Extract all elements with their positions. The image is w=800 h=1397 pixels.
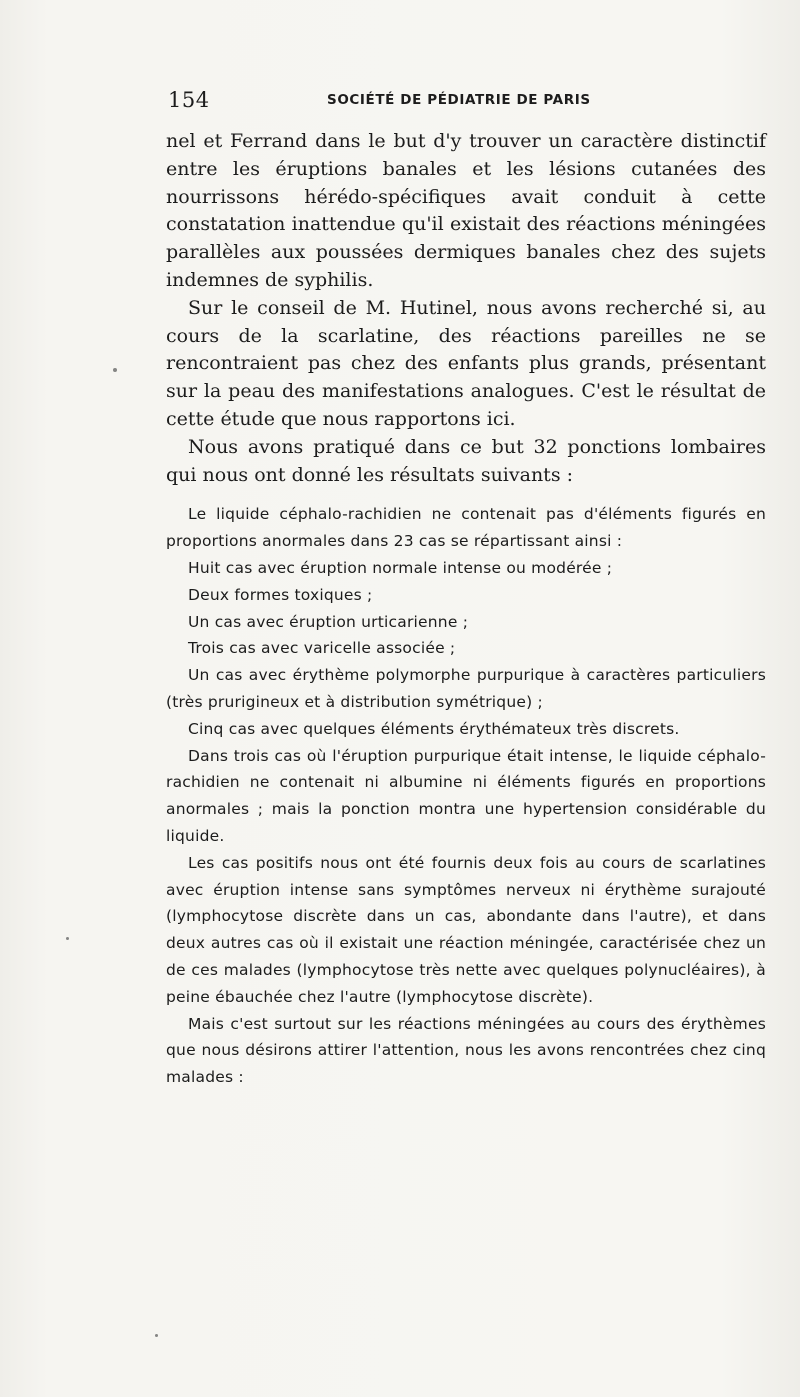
- list-item: Deux formes toxiques ;: [188, 585, 373, 604]
- running-head: SOCIÉTÉ DE PÉDIATRIE DE PARIS: [327, 92, 591, 108]
- list-item: Trois cas avec varicelle associée ;: [188, 639, 456, 658]
- results-section: [166, 501, 766, 1091]
- paragraph-hypertension: Dans trois cas où l'éruption purpurique était intense, le liquide céphalo-rachidien ne contenait ni albumine ni éléments figurés en proportions anormales ; mais la ponction montra une hypertension considérable du liquide.: [166, 746, 766, 845]
- list-item: Un cas avec éruption urticarienne ;: [188, 612, 469, 631]
- ink-speck: [155, 1334, 158, 1337]
- paragraph-hutinel: Sur le conseil de M. Hutinel, nous avons recherché si, au cours de la scarlatine, des réactions pareilles ne se rencontraient pas chez des enfants plus grands, présentant sur la peau des manifestations analogues. C'est le résultat de cette étude que nous rapportons ici.: [166, 296, 766, 430]
- ink-speck: [66, 937, 69, 940]
- list-item: Huit cas avec éruption normale intense ou modérée ;: [188, 558, 613, 577]
- ink-speck: [113, 368, 117, 372]
- list-item: Cinq cas avec quelques éléments érythémateux très discrets.: [188, 719, 680, 738]
- main-text: [166, 128, 766, 1091]
- page-header: [168, 88, 768, 118]
- paragraph-continuation: nel et Ferrand dans le but d'y trouver un caractère distinctif entre les éruptions banales et les lésions cutanées des nourrissons hérédo-spécifiques avait conduit à cette constatation inattendue qu'il existait des réactions méningées parallèles aux poussées dermiques banales chez des sujets indemnes de syphilis.: [166, 130, 766, 291]
- paragraph-ponctions: Nous avons pratiqué dans ce but 32 ponctions lombaires qui nous ont donné les résultats suivants :: [166, 435, 766, 486]
- paragraph-cas-positifs: Les cas positifs nous ont été fournis deux fois au cours de scarlatines avec éruption intense sans symptômes nerveux ni érythème surajouté (lymphocytose discrète dans un cas, abondante dans l'autre), et dans deux autres cas où il existait une réaction méningée, caractérisée chez un de ces malades (lymphocytose très nette avec quelques polynucléaires), à peine ébauchée chez l'autre (lymphocytose discrète).: [166, 853, 766, 1006]
- paragraph-erythemes: Mais c'est surtout sur les réactions méningées au cours des érythèmes que nous désirons attirer l'attention, nous les avons rencontrées chez cinq malades :: [166, 1014, 766, 1087]
- list-item: Un cas avec érythème polymorphe purpurique à caractères particuliers (très prurigineux et à distribution symétrique) ;: [166, 666, 766, 711]
- page-number: 154: [168, 88, 210, 112]
- results-intro: Le liquide céphalo-rachidien ne contenait pas d'éléments figurés en proportions anormales dans 23 cas se répartissant ainsi :: [166, 505, 766, 551]
